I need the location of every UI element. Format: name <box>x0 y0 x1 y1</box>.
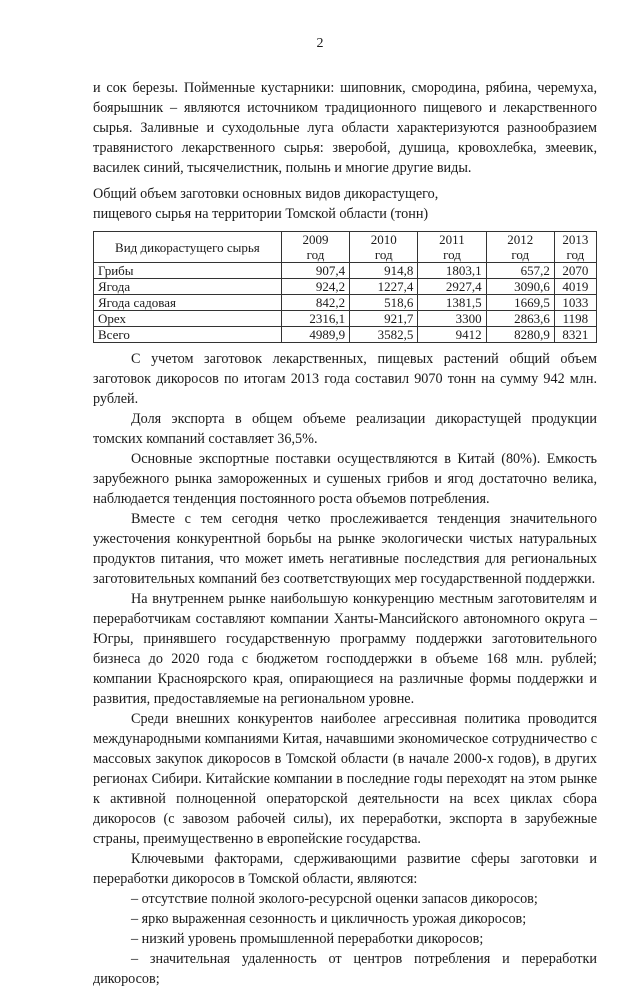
table-cell: 518,6 <box>350 295 418 311</box>
table-cell: 2863,6 <box>486 311 554 327</box>
body-text <box>93 78 597 989</box>
column-header-year: 2009 год <box>281 232 349 263</box>
table-cell: 9412 <box>418 327 486 343</box>
table-header-row <box>94 232 597 263</box>
table-cell: 1669,5 <box>486 295 554 311</box>
page-number: 2 <box>316 36 324 51</box>
table-caption-line1: Общий объем заготовки основных видов дикорастущего, <box>93 186 439 202</box>
table-cell: 914,8 <box>350 263 418 279</box>
paragraph: Доля экспорта в общем объеме реализации дикорастущей продукции томских компаний составляет 36,5%. <box>93 411 597 447</box>
table-row <box>94 311 597 327</box>
table-row <box>94 295 597 311</box>
list-item: – отсутствие полной эколого-ресурсной оценки запасов дикоросов; <box>131 891 538 907</box>
harvest-table <box>93 231 597 343</box>
paragraph: На внутреннем рынке наибольшую конкуренцию местным заготовителям и переработчикам составляют компании Ханты-Мансийского автономного округа – Югры, принявшего государственную программу поддержки заготовительного бизнеса до 2020 года с бюджетом господдержки в объеме 168 млн. рублей; компании Красноярского края, опирающиеся на различные формы поддержки и развития, предоставляемые на региональном уровне. <box>93 591 597 707</box>
table-cell-name: Ягода садовая <box>94 295 282 311</box>
table-cell: 907,4 <box>281 263 349 279</box>
table-cell: 657,2 <box>486 263 554 279</box>
column-header-year: 2012 год <box>486 232 554 263</box>
table-cell-name: Грибы <box>94 263 282 279</box>
table-cell: 921,7 <box>350 311 418 327</box>
column-header-year: 2013 год <box>554 232 596 263</box>
table-cell: 1227,4 <box>350 279 418 295</box>
table-cell: 8280,9 <box>486 327 554 343</box>
column-header-type: Вид дикорастущего сырья <box>94 232 282 263</box>
table-row <box>94 263 597 279</box>
table-cell-name: Ягода <box>94 279 282 295</box>
table-cell-name: Орех <box>94 311 282 327</box>
table-cell: 1381,5 <box>418 295 486 311</box>
paragraph: Среди внешних конкурентов наиболее агрессивная политика проводится международными компаниями Китая, начавшими экономическое сотрудничество с массовых закупок дикоросов в Томской области (в начале 2000-х годов), в других регионах Сибири. Китайские компании в последние годы переходят на этом рынке к активной полноценной операторской деятельности на всех циклах сбора дикоросов (с завозом рабочей силы), их переработки, экспорта в зарубежные страны, преимущественно в европейские государства. <box>93 711 597 847</box>
table-caption-line2: пищевого сырья на территории Томской области (тонн) <box>93 206 429 222</box>
paragraph: С учетом заготовок лекарственных, пищевых растений общий объем заготовок дикоросов по итогам 2013 года составил 9070 тонн на сумму 942 млн. рублей. <box>93 351 597 407</box>
paragraph: Вместе с тем сегодня четко прослеживается тенденция значительного ужесточения конкурентной борьбы на рынке экологически чистых натуральных продуктов питания, что может иметь негативные последствия для региональных заготовительных компаний без соответствующих мер государственной поддержки. <box>93 511 597 587</box>
list-item: – низкий уровень промышленной переработки дикоросов; <box>131 931 484 947</box>
column-header-year: 2011 год <box>418 232 486 263</box>
table-cell: 3300 <box>418 311 486 327</box>
table-cell: 842,2 <box>281 295 349 311</box>
column-header-year: 2010 год <box>350 232 418 263</box>
table-cell: 1198 <box>554 311 596 327</box>
list-item: – ярко выраженная сезонность и цикличность урожая дикоросов; <box>131 911 527 927</box>
table-cell: 4019 <box>554 279 596 295</box>
table-cell: 3582,5 <box>350 327 418 343</box>
paragraph: и сок березы. Пойменные кустарники: шиповник, смородина, рябина, черемуха, боярышник – являются источником традиционного пищевого и лекарственного сырья. Заливные и суходольные луга области характеризуются разнообразием травянистого лекарственного сырья: зверобой, душица, кровохлебка, змеевик, василек синий, тысячелистник, полынь и многие другие виды. <box>93 80 597 176</box>
list-item: – значительная удаленность от центров потребления и переработки дикоросов; <box>93 951 597 987</box>
table-cell: 1803,1 <box>418 263 486 279</box>
table-cell: 2316,1 <box>281 311 349 327</box>
table-cell: 2070 <box>554 263 596 279</box>
table-row <box>94 279 597 295</box>
table-cell: 2927,4 <box>418 279 486 295</box>
table-row-total <box>94 327 597 343</box>
table-cell: 8321 <box>554 327 596 343</box>
paragraph: Основные экспортные поставки осуществляются в Китай (80%). Емкость зарубежного рынка замороженных и сушеных грибов и ягод достаточно велика, наблюдается тенденция постоянного роста объемов потребления. <box>93 451 597 507</box>
table-cell-name: Всего <box>94 327 282 343</box>
table-cell: 1033 <box>554 295 596 311</box>
table-cell: 924,2 <box>281 279 349 295</box>
table-cell: 3090,6 <box>486 279 554 295</box>
table-cell: 4989,9 <box>281 327 349 343</box>
paragraph: Ключевыми факторами, сдерживающими развитие сферы заготовки и переработки дикоросов в Томской области, являются: <box>93 851 597 887</box>
